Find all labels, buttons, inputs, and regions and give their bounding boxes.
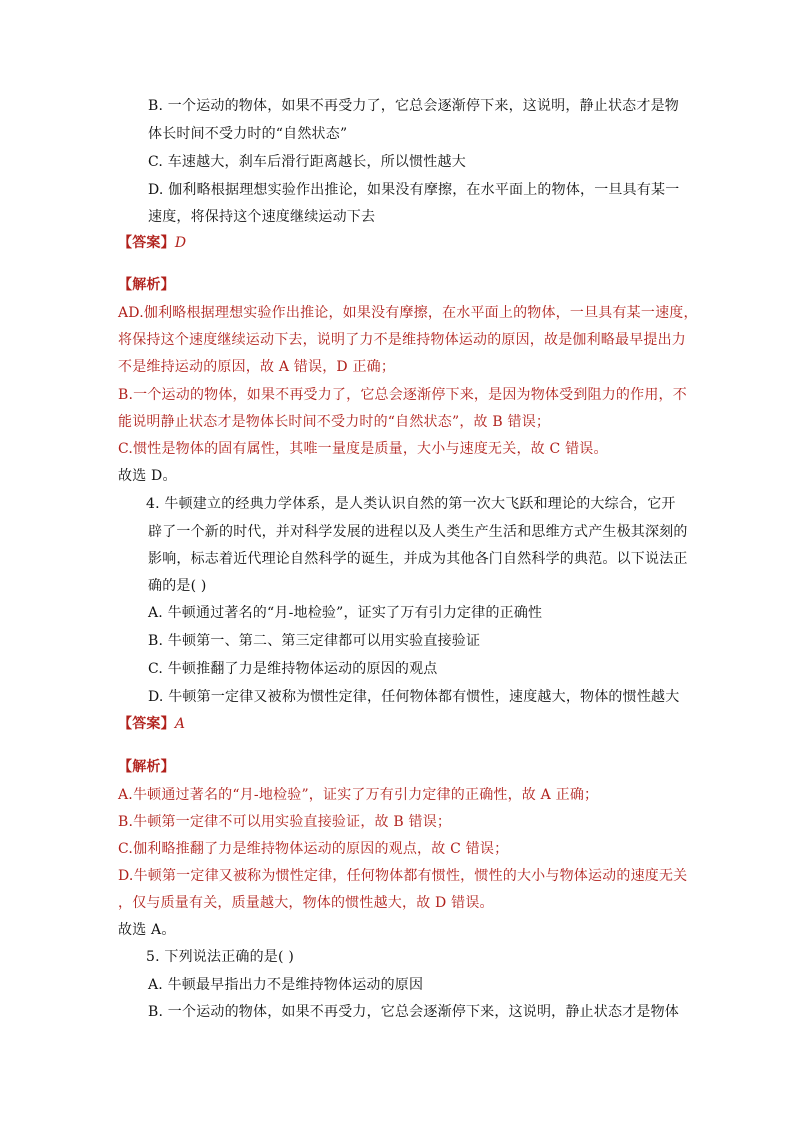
q3-analysis-line: B.一个运动的物体，如果不再受力了，它总会逐渐停下来，是因为物体受到阻力的作用，不 <box>118 387 687 403</box>
q4-option-a: A. 牛顿通过著名的“月-地检验”，证实了万有引力定律的正确性 <box>148 605 543 621</box>
q3-analysis-line: 不是维持运动的原因，故 A 错误，D 正确； <box>118 359 396 375</box>
q4-analysis-line: B.牛顿第一定律不可以用实验直接验证，故 B 错误； <box>118 814 452 830</box>
answer-value: A <box>174 716 186 732</box>
q4-analysis-line: D.牛顿第一定律又被称为惯性定律，任何物体都有惯性，惯性的大小与物体运动的速度无关 <box>118 868 688 884</box>
q5-option-b: B. 一个运动的物体，如果不再受力，它总会逐渐停下来，这说明，静止状态才是物体 <box>148 1004 679 1020</box>
q4-stem-line: 4. 牛顿建立的经典力学体系，是人类认识自然的第一次大飞跃和理论的大综合，它开 <box>146 496 676 512</box>
q3-answer <box>118 233 186 253</box>
q4-conclusion: 故选 A。 <box>118 922 176 938</box>
q4-option-b: B. 牛顿第一、第二、第三定律都可以用实验直接验证 <box>148 633 481 649</box>
q3-option-d-line1: D. 伽利略根据理想实验作出推论，如果没有摩擦，在水平面上的物体，一旦具有某一 <box>148 182 680 198</box>
q3-option-b-line1: B. 一个运动的物体，如果不再受力了，它总会逐渐停下来，这说明，静止状态才是物 <box>148 98 679 114</box>
q4-option-d: D. 牛顿第一定律又被称为惯性定律，任何物体都有惯性，速度越大，物体的惯性越大 <box>148 689 680 705</box>
answer-label: 【答案】 <box>118 716 175 732</box>
q4-analysis-line: C.伽利略推翻了力是维持物体运动的原因的观点，故 C 错误； <box>118 841 509 857</box>
q5-option-a: A. 牛顿最早指出力不是维持物体运动的原因 <box>148 977 424 993</box>
q3-option-c: C. 车速越大，刹车后滑行距离越长，所以惯性越大 <box>148 154 466 170</box>
q4-stem-line: 确的是( ) <box>148 578 207 594</box>
q4-analysis-line: ，仅与质量有关，质量越大，物体的惯性越大，故 D 错误。 <box>118 895 494 911</box>
q4-analysis-label: 【解析】 <box>118 759 175 775</box>
q5-stem: 5. 下列说法正确的是( ) <box>146 949 294 965</box>
q3-option-b-line2: 体长时间不受力时的“自然状态” <box>148 126 348 142</box>
q3-analysis-label: 【解析】 <box>118 277 175 293</box>
q3-conclusion: 故选 D。 <box>118 468 177 484</box>
answer-value: D <box>174 235 187 251</box>
q3-analysis-line: 能说明静止状态才是物体长时间不受力时的“自然状态”，故 B 错误； <box>118 414 551 430</box>
q4-answer <box>118 714 185 734</box>
q3-analysis-line: 将保持这个速度继续运动下去，说明了力不是维持物体运动的原因，故是伽利略最早提出力 <box>118 332 686 348</box>
q4-stem-line: 影响，标志着近代理论自然科学的诞生，并成为其他各门自然科学的典范。以下说法正 <box>148 551 688 567</box>
q3-analysis-line: C.惯性是物体的固有属性，其唯一量度是质量，大小与速度无关，故 C 错误。 <box>118 441 608 457</box>
q3-analysis-line: AD.伽利略根据理想实验作出推论，如果没有摩擦，在水平面上的物体，一旦具有某一速度， <box>118 305 698 321</box>
q3-option-d-line2: 速度，将保持这个速度继续运动下去 <box>148 209 376 225</box>
q4-analysis-line: A.牛顿通过著名的“月-地检验”，证实了万有引力定律的正确性，故 A 正确； <box>118 787 599 803</box>
q4-option-c: C. 牛顿推翻了力是维持物体运动的原因的观点 <box>148 661 438 677</box>
answer-label: 【答案】 <box>118 235 175 251</box>
q4-stem-line: 辟了一个新的时代，并对科学发展的进程以及人类生产生活和思维方式产生极其深刻的 <box>148 524 688 540</box>
